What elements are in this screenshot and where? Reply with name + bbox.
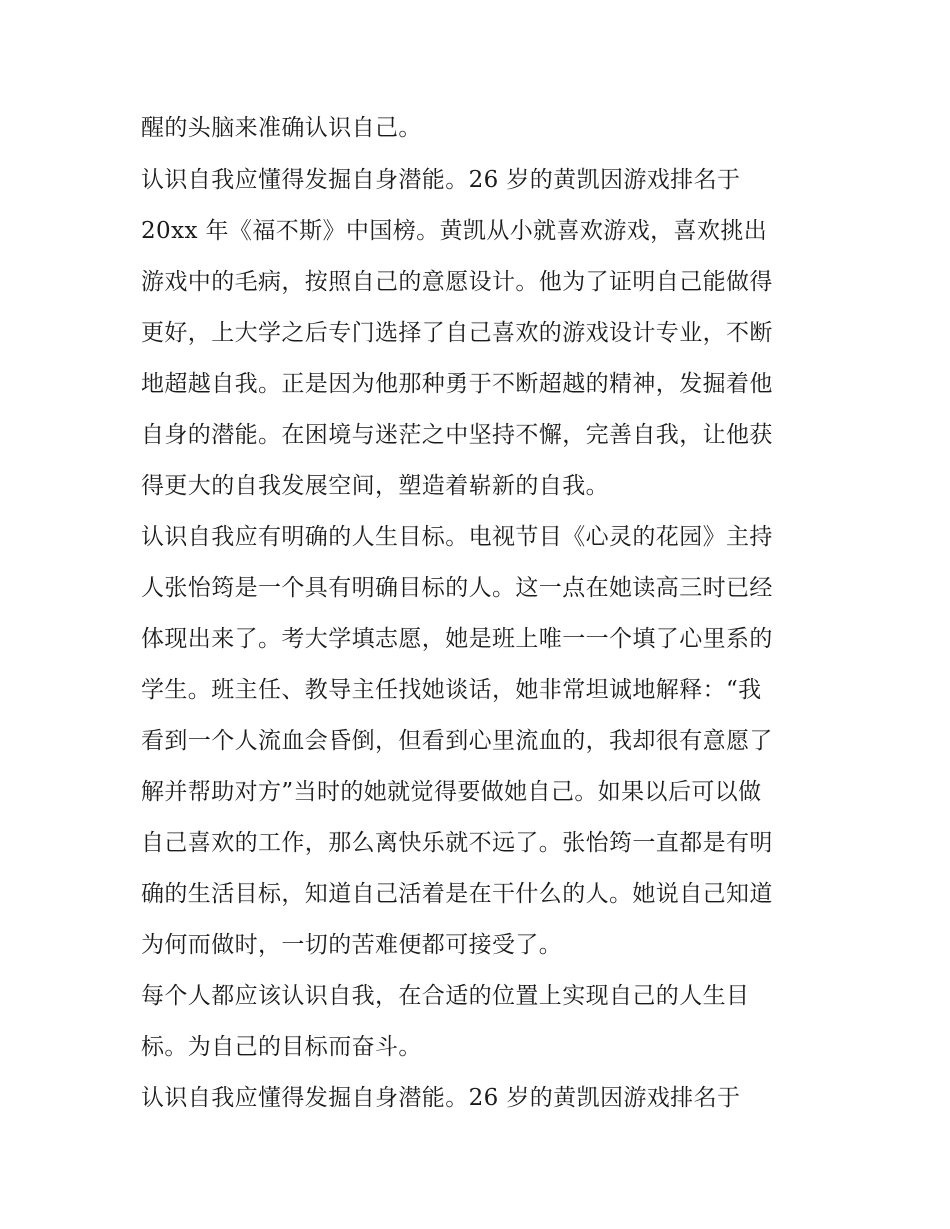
text-line: 解并帮助对方”当时的她就觉得要做她自己。如果以后可以做 [141, 779, 762, 805]
text-line: 确的生活目标，知道自己活着是在干什么的人。她说自己知道 [141, 881, 773, 907]
text-line: 20xx 年《福不斯》中国榜。黄凯从小就喜欢游戏，喜欢挑出 [141, 218, 768, 244]
text-line: 醒的头脑来准确认识自己。 [141, 115, 422, 141]
text-line: 游戏中的毛病，按照自己的意愿设计。他为了证明自己能做得 [141, 269, 773, 295]
text-line: 认识自我应有明确的人生目标。电视节目《心灵的花园》主持 [141, 524, 773, 550]
text-line: 人张怡筠是一个具有明确目标的人。这一点在她读高三时已经 [141, 575, 773, 601]
text-line: 自身的潜能。在困境与迷茫之中坚持不懈，完善自我，让他获 [141, 422, 773, 448]
text-line: 看到一个人流血会昏倒，但看到心里流血的，我却很有意愿了 [141, 728, 773, 754]
text-line: 认识自我应懂得发掘自身潜能。26 岁的黄凯因游戏排名于 [141, 1085, 741, 1111]
text-line: 体现出来了。考大学填志愿，她是班上唯一一个填了心里系的 [141, 626, 773, 652]
text-line: 地超越自我。正是因为他那种勇于不断超越的精神，发掘着他 [141, 371, 773, 397]
text-line: 学生。班主任、教导主任找她谈话，她非常坦诚地解释：“我 [141, 677, 762, 703]
text-line: 标。为自己的目标而奋斗。 [141, 1034, 422, 1060]
text-line: 每个人都应该认识自我，在合适的位置上实现自己的人生目 [141, 983, 750, 1009]
text-line: 得更大的自我发展空间，塑造着崭新的自我。 [141, 473, 609, 499]
text-line: 认识自我应懂得发掘自身潜能。26 岁的黄凯因游戏排名于 [141, 167, 741, 193]
text-line: 为何而做时，一切的苦难便都可接受了。 [141, 932, 563, 958]
text-line: 自己喜欢的工作，那么离快乐就不远了。张怡筠一直都是有明 [141, 830, 773, 856]
text-line: 更好，上大学之后专门选择了自己喜欢的游戏设计专业，不断 [141, 320, 773, 346]
